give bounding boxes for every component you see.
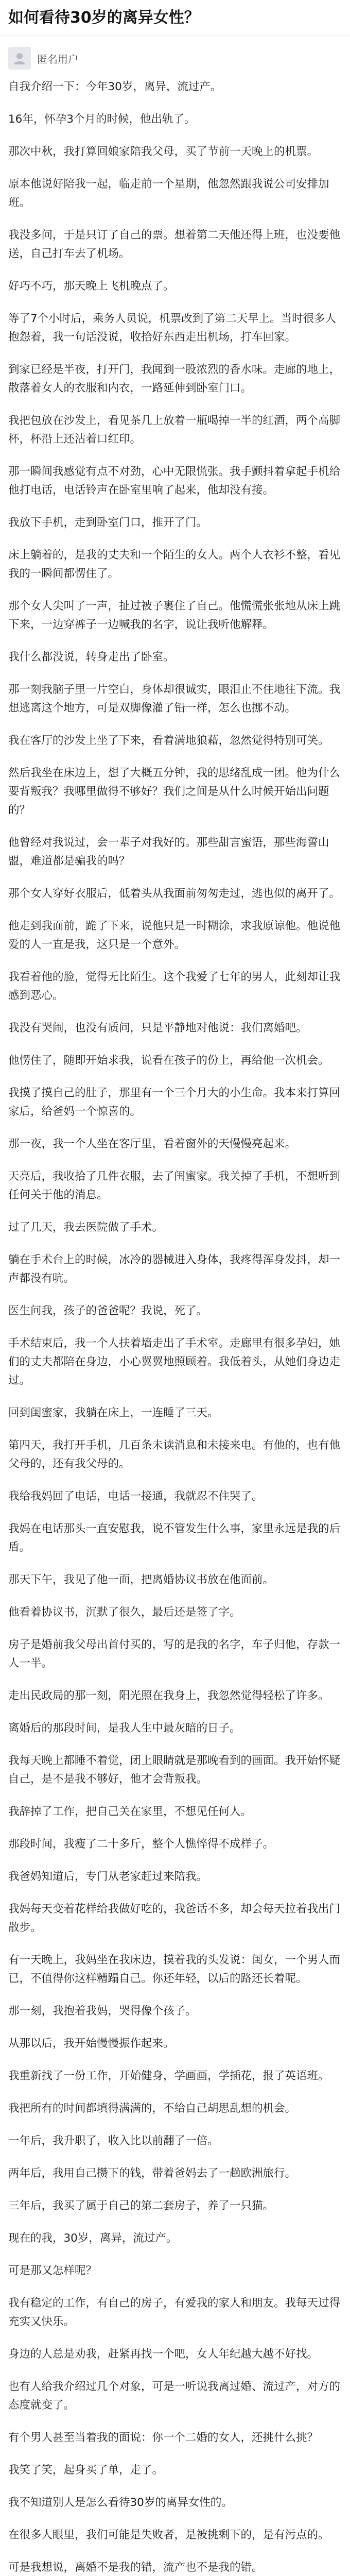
article-paragraph: 有一天晚上，我妈坐在我床边，摸着我的头发说：闺女，一个男人而已，不值得你这样糟蹋自己。你还年轻，以后的路还长着呢。: [8, 1954, 341, 1985]
article-paragraph: 身边的人总是劝我，赶紧再找一个吧，女人年纪越大越不好找。: [8, 2348, 319, 2361]
article-paragraph: 那一刻我脑子里一片空白，身体却很诚实，眼泪止不住地往下流。我想逃离这个地方，可是双脚像灌了铅一样，怎么也挪不动。: [8, 683, 341, 715]
article-paragraph: 三年后，我买了属于自己的第二套房子，养了一只猫。: [8, 2199, 274, 2212]
article-paragraph: 那段时间，我瘦了二十多斤，整个人憔悴得不成样子。: [8, 1838, 274, 1851]
article-paragraph: 那一刻，我抱着我妈，哭得像个孩子。: [8, 2005, 197, 2018]
article-paragraph: 有个男人甚至当着我的面说：你一个二婚的女人，还挑什么挑？: [8, 2431, 319, 2444]
article-paragraph: 医生问我，孩子的爸爸呢？我说，死了。: [8, 1304, 208, 1317]
article-paragraph: 我给我妈回了电话，电话一接通，我就忍不住哭了。: [8, 1490, 263, 1503]
article-paragraph: 走出民政局的那一刻，阳光照在我身上，我忽然觉得轻松了许多。: [8, 1689, 329, 1702]
author-name[interactable]: 匿名用户: [37, 53, 78, 65]
article-paragraph: 天亮后，我收拾了几件衣服，去了闺蜜家。我关掉了手机，不想听到任何关于他的消息。: [8, 1170, 341, 1201]
article-paragraph: 等了7个小时后，乘务人员说，机票改到了第二天早上。当时很多人抱怨着，我一句话没说，收拾好东西走出机场，打车回家。: [8, 312, 337, 344]
title-bar: [0, 0, 350, 36]
article-paragraph: 他看着协议书，沉默了很久，最后还是签了字。: [8, 1606, 241, 1619]
question-title[interactable]: 如何看待30岁的离异女性？: [8, 9, 200, 27]
article-paragraph: 可是我想说，离婚不是我的错，流产也不是我的错。: [8, 2561, 263, 2574]
article-paragraph: 我辞掉了工作，把自己关在家里，不想见任何人。: [8, 1805, 252, 1818]
article-paragraph: 在很多人眼里，我们可能是失败者，是被挑剩下的，是有污点的。: [8, 2529, 329, 2541]
article-paragraph: 现在的我，30岁，离异，流过产。: [8, 2232, 178, 2245]
author-row[interactable]: [0, 36, 350, 75]
article-paragraph: 我笑了笑，起身买了单，走了。: [8, 2464, 164, 2477]
article-paragraph: 我没多问，于是只订了自己的票。想着第二天他还得上班，也没要他送，自己打车去了机场。: [8, 229, 341, 260]
article-paragraph: 那天下午，我见了他一面，把离婚协议书放在他面前。: [8, 1573, 274, 1586]
article-paragraph: 我爸妈知道后，专门从老家赶过来陪我。: [8, 1870, 208, 1883]
article-paragraph: 也有人给我介绍过几个对象，可是一听说我离过婚、流过产，对方的态度就变了。: [8, 2380, 341, 2412]
article-paragraph: 一年后，我升职了，收入比以前翻了一倍。: [8, 2134, 219, 2147]
article-paragraph: 回到闺蜜家，我躺在床上，一连睡了三天。: [8, 1406, 219, 1419]
article-paragraph: 我什么都没说，转身走出了卧室。: [8, 651, 174, 664]
article-paragraph: 那个女人穿好衣服后，低着头从我面前匆匆走过，逃也似的离开了。: [8, 887, 341, 900]
article-paragraph: 我把所有的时间都填得满满的，不给自己胡思乱想的机会。: [8, 2102, 296, 2115]
article-paragraph: 床上躺着的，是我的丈夫和一个陌生的女人。两个人衣衫不整，看见我的一瞬间都愣住了。: [8, 549, 341, 580]
article-paragraph: 那个女人尖叫了一声，扯过被子裹住了自己。他慌慌张张地从床上跳下来，一边穿裤子一边喊我的名字，说让我听他解释。: [8, 600, 341, 631]
article-paragraph: 我每天晚上都睡不着觉，闭上眼睛就是那晚看到的画面。我开始怀疑自己，是不是我不够好，他才会背叛我。: [8, 1754, 341, 1786]
article-paragraph: 我没有哭闹，也没有质问，只是平静地对他说：我们离婚吧。: [8, 1022, 307, 1035]
article-paragraph: 过了几天，我去医院做了手术。: [8, 1221, 164, 1234]
anonymous-avatar-icon[interactable]: [8, 47, 31, 70]
article-paragraph: 第四天，我打开手机，几百条未读消息和未接来电。有他的，也有他父母的，还有我父母的。: [8, 1439, 341, 1470]
article-paragraph: 两年后，我用自己攒下的钱，带着爸妈去了一趟欧洲旅行。: [8, 2167, 296, 2180]
article-paragraph: 他走到我面前，跪了下来，说他只是一时糊涂，求我原谅他。他说他爱的人一直是我，这只是一个意外。: [8, 920, 341, 951]
article-paragraph: 房子是婚前我父母出首付买的，写的是我的名字，车子归他，存款一人一半。: [8, 1638, 341, 1670]
article-paragraph: 原本他说好陪我一起，临走前一个星期，他忽然跟我说公司安排加班。: [8, 178, 329, 209]
article-paragraph: 从那以后，我开始慢慢振作起来。: [8, 2037, 174, 2050]
article-paragraph: 好巧不巧，那天晚上飞机晚点了。: [8, 280, 174, 293]
article-paragraph: 可是那又怎样呢？: [8, 2264, 97, 2277]
article-paragraph: 我放下手机，走到卧室门口，推开了门。: [8, 516, 208, 529]
article-paragraph: 我摸了摸自己的肚子，那里有一个三个月大的小生命。我本来打算回家后，给爸妈一个惊喜的。: [8, 1087, 341, 1118]
article-paragraph: 然后我坐在床边上，想了大概五分钟，我的思绪乱成一团。他为什么要背叛我？我哪里做得不够好？我们之间是从什么时候开始出问题的？: [8, 767, 341, 817]
article-paragraph: 我看着他的脸，觉得无比陌生。这个我爱了七年的男人，此刻却让我感到恶心。: [8, 971, 341, 1002]
article-paragraph: 到家已经是半夜，打开门，我闻到一股浓烈的香水味。走廊的地上，散落着女人的衣服和内衣，一路延伸到卧室门口。: [8, 363, 341, 395]
article-paragraph: 手术结束后，我一个人扶着墙走出了手术室。走廊里有很多孕妇，她们的丈夫都陪在身边，小心翼翼地照顾着。我低着头，从她们身边走过。: [8, 1337, 341, 1387]
article-paragraph: 他曾经对我说过，会一辈子对我好的。那些甜言蜜语，那些海誓山盟，难道都是骗我的吗？: [8, 836, 329, 868]
article-paragraph: 我在客厅的沙发上坐了下来，看着满地狼藉，忽然觉得特别可笑。: [8, 734, 329, 747]
article-paragraph: 我妈每天变着花样给我做好吃的，我爸话不多，却会每天拉着我出门散步。: [8, 1903, 341, 1934]
article-paragraph: 他愣住了，随即开始求我，说看在孩子的份上，再给他一次机会。: [8, 1054, 329, 1067]
article-paragraph: 那一瞬间我感觉有点不对劲，心中无限慌张。我手颤抖着拿起手机给他打电话，电话铃声在卧室里响了起来，他却没有接。: [8, 465, 341, 497]
article-paragraph: 离婚后的那段时间，是我人生中最灰暗的日子。: [8, 1722, 241, 1735]
article-paragraph: 我重新找了一份工作，开始健身，学画画，学插花，报了英语班。: [8, 2070, 329, 2082]
article-body: [0, 75, 350, 2576]
article-paragraph: 我不知道别人是怎么看待30岁的离异女性的。: [8, 2496, 233, 2509]
article-paragraph: 那一夜，我一个人坐在客厅里，看着窗外的天慢慢亮起来。: [8, 1138, 296, 1150]
article-paragraph: 16年，怀孕3个月的时候，他出轨了。: [8, 113, 196, 126]
article-paragraph: 躺在手术台上的时候，冰冷的器械进入身体，我疼得浑身发抖，却一声都没有吭。: [8, 1253, 341, 1285]
article-paragraph: 我把包放在沙发上，看见茶几上放着一瓶喝掉一半的红酒，两个高脚杯，杯沿上还沾着口红印。: [8, 414, 341, 446]
article-paragraph: 自我介绍一下：今年30岁，离异，流过产。: [8, 80, 222, 93]
anonymous-avatar-glyph: [12, 50, 27, 66]
article-paragraph: 那次中秋，我打算回娘家陪我父母，买了节前一天晚上的机票。: [8, 145, 319, 158]
article-paragraph: 我有稳定的工作，有自己的房子，有爱我的家人和朋友。我每天过得充实又快乐。: [8, 2297, 341, 2328]
article-paragraph: 我妈在电话那头一直安慰我，说不管发生什么事，家里永远是我的后盾。: [8, 1522, 341, 1554]
